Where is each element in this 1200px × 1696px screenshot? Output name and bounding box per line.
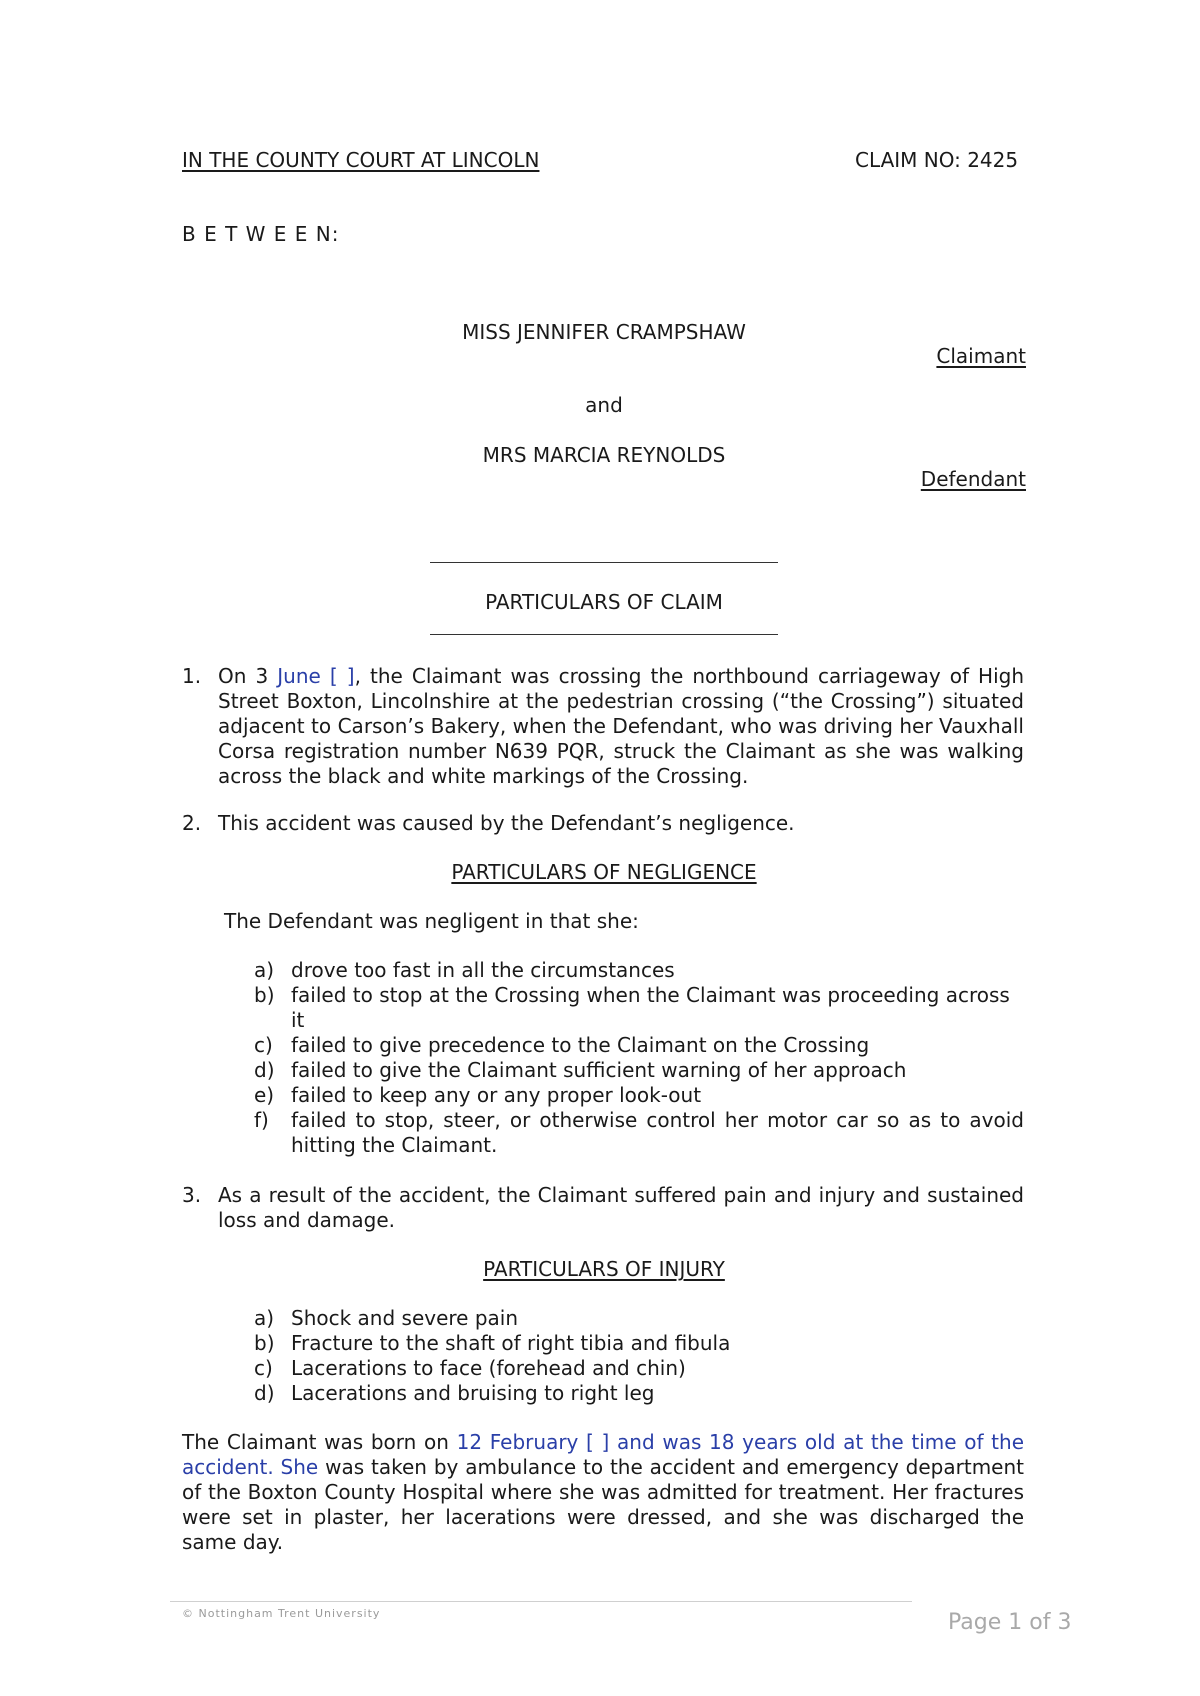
- list-item: [254, 1381, 1024, 1406]
- list-item: [254, 1058, 1024, 1083]
- para2-number: 2.: [182, 811, 202, 835]
- list-item: [254, 1108, 1024, 1158]
- list-item-label: b): [254, 1331, 275, 1355]
- list-item-text: Lacerations and bruising to right leg: [291, 1381, 655, 1405]
- list-item-label: b): [254, 983, 275, 1007]
- list-item-label: d): [254, 1058, 275, 1082]
- para1-text: , the Claimant was crossing the northbound carriageway of High Street Boxton, Lincolnshire at the pedestrian crossing (“the Crossing”) situated adjacent to Carson’s Bakery, when the Defendant, who was driving her Vauxhall Corsa registration number N639 PQR, struck the Claimant as she was walking across the black and white markings of the Crossing.: [218, 664, 1025, 788]
- defendant-name: MRS MARCIA REYNOLDS: [482, 443, 726, 467]
- list-item-text: Lacerations to face (forehead and chin): [291, 1356, 686, 1380]
- list-item: [254, 1331, 1024, 1356]
- para1-date: June [ ]: [277, 664, 355, 688]
- closing-highlight: 12 February [ ] and was 18 years old at the time of the accident. She: [182, 1430, 1025, 1479]
- list-item-text: Fracture to the shaft of right tibia and fibula: [291, 1331, 731, 1355]
- page-number: Page 1 of 3: [948, 1610, 1072, 1635]
- court-title: IN THE COUNTY COURT AT LINCOLN: [182, 148, 540, 172]
- footer-divider: [170, 1601, 912, 1602]
- list-item-label: a): [254, 958, 275, 982]
- defendant-label: Defendant: [920, 467, 1026, 491]
- list-item-text: failed to give the Claimant sufficient warning of her approach: [291, 1058, 907, 1082]
- negligence-list: [254, 958, 1024, 1158]
- list-item-label: c): [254, 1033, 273, 1057]
- list-item: [254, 1356, 1024, 1381]
- list-item-label: d): [254, 1381, 275, 1405]
- list-item-label: e): [254, 1083, 275, 1107]
- list-item-text: failed to stop at the Crossing when the Claimant was proceeding across it: [291, 983, 1010, 1032]
- list-item-label: f): [254, 1108, 269, 1132]
- para1-number: 1.: [182, 664, 202, 688]
- closing-text: was taken by ambulance to the accident and emergency department of the Boxton County Hospital where she was admitted for treatment. Her fractures were set in plaster, her lacerations were dressed, and she was discharged the same day.: [182, 1455, 1025, 1554]
- injury-heading: PARTICULARS OF INJURY: [483, 1257, 725, 1281]
- para1-pre: On 3: [218, 664, 278, 688]
- document-title: PARTICULARS OF CLAIM: [485, 590, 723, 614]
- list-item: [254, 1033, 1024, 1058]
- claim-number: CLAIM NO: 2425: [855, 148, 1019, 172]
- title-rule-bottom: [430, 634, 778, 635]
- para2-text: This accident was caused by the Defendant’s negligence.: [218, 811, 795, 835]
- list-item: [254, 983, 1024, 1033]
- list-item-label: a): [254, 1306, 275, 1330]
- para1: [218, 664, 1024, 789]
- list-item-text: Shock and severe pain: [291, 1306, 519, 1330]
- claimant-name: MISS JENNIFER CRAMPSHAW: [462, 320, 746, 344]
- para3-text: As a result of the accident, the Claimant suffered pain and injury and sustained loss and damage.: [218, 1183, 1024, 1232]
- para3-number: 3.: [182, 1183, 202, 1207]
- closing-paragraph: [182, 1430, 1024, 1555]
- closing-pre: The Claimant was born on: [182, 1430, 457, 1454]
- list-item-text: failed to stop, steer, or otherwise control her motor car so as to avoid hitting the Claimant.: [291, 1108, 1024, 1157]
- list-item-text: drove too fast in all the circumstances: [291, 958, 675, 982]
- footer-copyright: © Nottingham Trent University: [182, 1607, 381, 1620]
- list-item: [254, 958, 1024, 983]
- negligence-intro: The Defendant was negligent in that she:: [224, 909, 639, 933]
- negligence-heading: PARTICULARS OF NEGLIGENCE: [451, 860, 757, 884]
- injury-list: [254, 1306, 1024, 1406]
- claimant-label: Claimant: [936, 344, 1026, 368]
- list-item-text: failed to give precedence to the Claimant on the Crossing: [291, 1033, 870, 1057]
- and-label: and: [585, 393, 623, 417]
- list-item: [254, 1083, 1024, 1108]
- list-item-text: failed to keep any or any proper look-out: [291, 1083, 702, 1107]
- title-rule-top: [430, 562, 778, 563]
- list-item: [254, 1306, 1024, 1331]
- list-item-label: c): [254, 1356, 273, 1380]
- between-label: B E T W E E N:: [182, 222, 340, 246]
